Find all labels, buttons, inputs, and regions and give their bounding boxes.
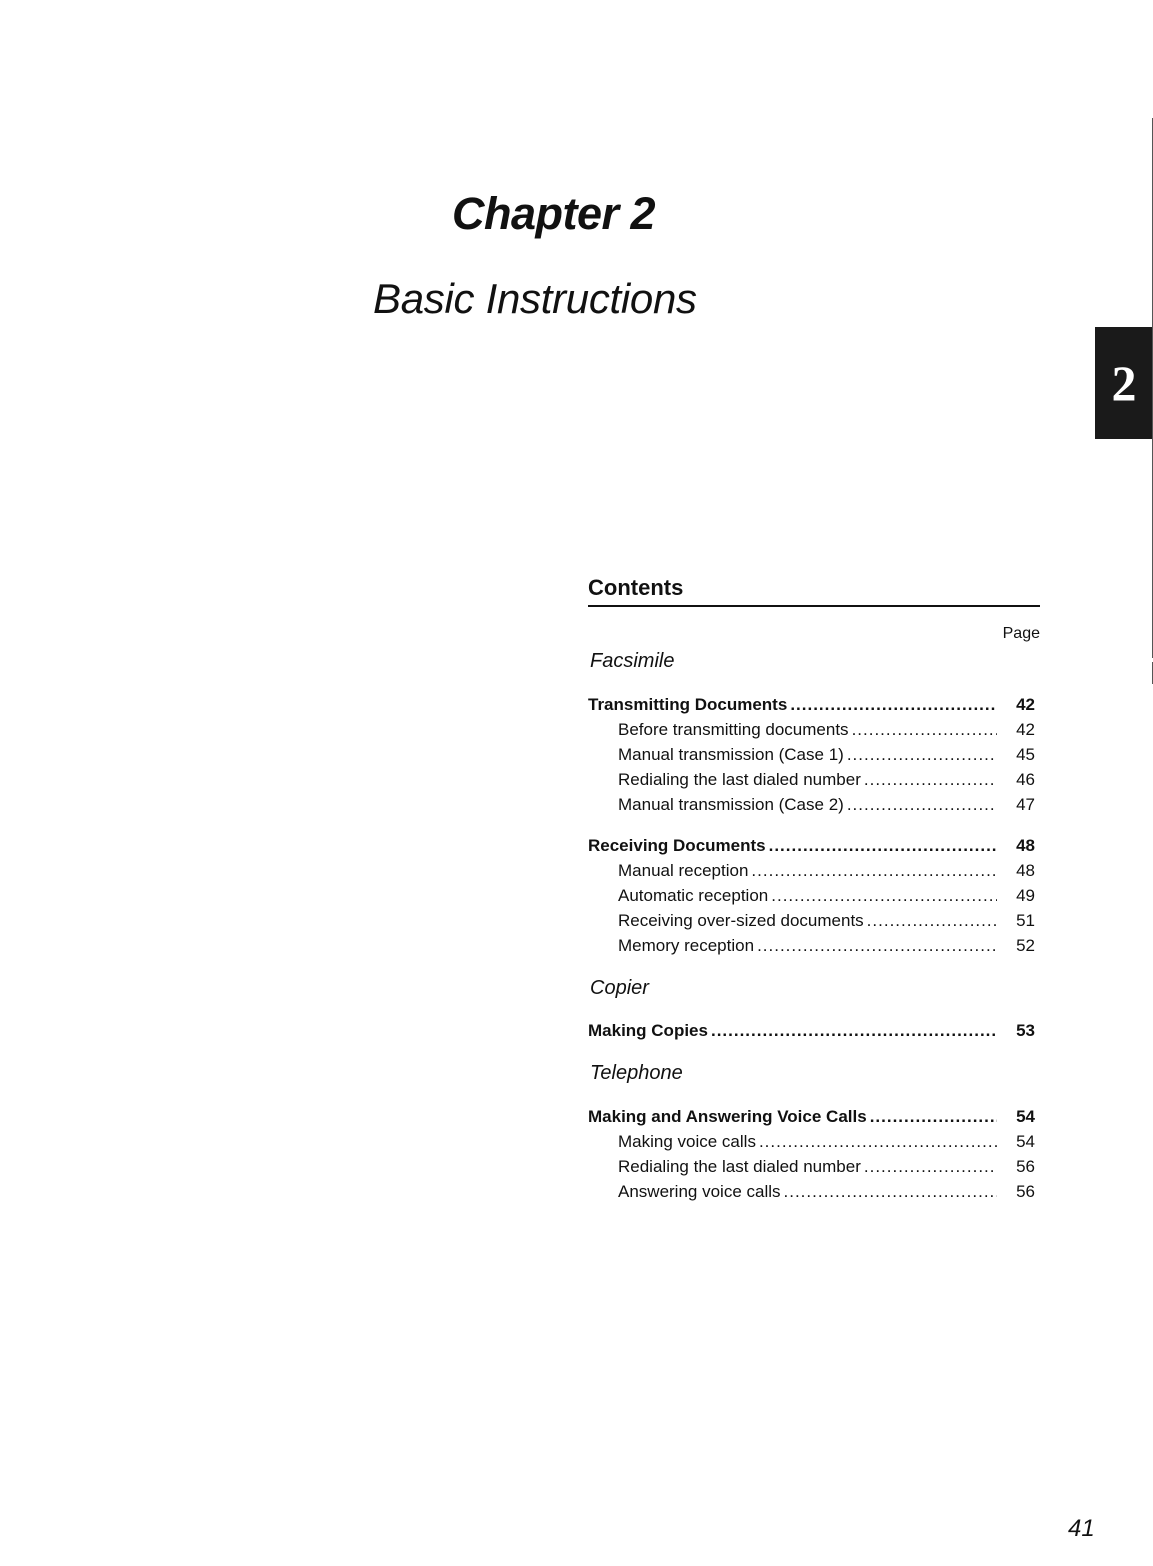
dot-leader — [711, 1018, 997, 1043]
toc-subentry[interactable] — [618, 858, 1035, 883]
chapter-subtitle: Basic Instructions — [373, 275, 697, 322]
toc-subentry[interactable] — [618, 933, 1035, 958]
toc-subentry-label: Before transmitting documents — [618, 720, 849, 739]
dot-leader — [847, 742, 997, 767]
toc-subentry[interactable] — [618, 883, 1035, 908]
toc-subentry-page: 56 — [1016, 1157, 1035, 1176]
toc-subentry[interactable] — [618, 742, 1035, 767]
toc-entry-page: 42 — [1016, 695, 1035, 714]
toc-entry-page: 54 — [1016, 1107, 1035, 1126]
toc-entry-transmitting-documents[interactable] — [588, 692, 1035, 717]
toc-subentry-page: 56 — [1016, 1182, 1035, 1201]
chapter-title: Chapter 2 — [452, 188, 656, 239]
page-number: 41 — [1068, 1515, 1095, 1542]
toc-subentry-label: Making voice calls — [618, 1132, 756, 1151]
dot-leader — [852, 717, 997, 742]
toc-subentry-page: 51 — [1016, 911, 1035, 930]
toc-subentry-label: Redialing the last dialed number — [618, 1157, 861, 1176]
dot-leader — [769, 833, 997, 858]
toc-subentry-page: 54 — [1016, 1132, 1035, 1151]
toc-subentry[interactable] — [618, 792, 1035, 817]
toc-subentry[interactable] — [618, 1179, 1035, 1204]
chapter-tab-marker: 2 — [1095, 327, 1153, 439]
section-label-facsimile: Facsimile — [590, 650, 675, 672]
toc-subentry-label: Receiving over-sized documents — [618, 911, 864, 930]
toc-subentry-label: Manual reception — [618, 861, 749, 880]
toc-subentry-label: Manual transmission (Case 1) — [618, 745, 844, 764]
dot-leader — [864, 767, 997, 792]
dot-leader — [864, 1154, 997, 1179]
toc-entry-voice-calls[interactable] — [588, 1104, 1035, 1129]
dot-leader — [751, 858, 997, 883]
toc-subentry-page: 45 — [1016, 745, 1035, 764]
toc-entry-title: Making and Answering Voice Calls — [588, 1107, 867, 1126]
toc-entry-title: Receiving Documents — [588, 836, 766, 855]
toc-entry-page: 53 — [1016, 1021, 1035, 1040]
toc-entry-title: Transmitting Documents — [588, 695, 788, 714]
dot-leader — [870, 1104, 997, 1129]
toc-entry-receiving-documents[interactable] — [588, 833, 1035, 858]
toc-entry-title: Making Copies — [588, 1021, 708, 1040]
contents-heading: Contents — [588, 574, 1040, 607]
toc-subentry-label: Answering voice calls — [618, 1182, 781, 1201]
toc-subentry[interactable] — [618, 767, 1035, 792]
toc-subentry-label: Manual transmission (Case 2) — [618, 795, 844, 814]
dot-leader — [759, 1129, 997, 1154]
dot-leader — [771, 883, 997, 908]
toc-subentry[interactable] — [618, 717, 1035, 742]
section-label-copier: Copier — [590, 977, 649, 999]
dot-leader — [790, 692, 997, 717]
toc-subentry-label: Memory reception — [618, 936, 755, 955]
toc-subentry-page: 47 — [1016, 795, 1035, 814]
toc-subentry-page: 48 — [1016, 861, 1035, 880]
toc-subentry-page: 42 — [1016, 720, 1035, 739]
toc-subentry-page: 49 — [1016, 886, 1035, 905]
page-column-label: Page — [1002, 625, 1040, 642]
dot-leader — [757, 933, 997, 958]
dot-leader — [867, 908, 997, 933]
dot-leader — [847, 792, 997, 817]
toc-subentry[interactable] — [618, 1129, 1035, 1154]
toc-entry-making-copies[interactable] — [588, 1018, 1035, 1043]
section-label-telephone: Telephone — [590, 1062, 683, 1084]
toc-subentry[interactable] — [618, 908, 1035, 933]
toc-subentry-page: 52 — [1016, 936, 1035, 955]
table-of-contents — [588, 574, 1040, 1201]
toc-entry-page: 48 — [1016, 836, 1035, 855]
toc-subentry-label: Automatic reception — [618, 886, 769, 905]
dot-leader — [784, 1179, 997, 1204]
toc-subentry-page: 46 — [1016, 770, 1035, 789]
toc-subentry-label: Redialing the last dialed number — [618, 770, 861, 789]
toc-subentry[interactable] — [618, 1154, 1035, 1179]
